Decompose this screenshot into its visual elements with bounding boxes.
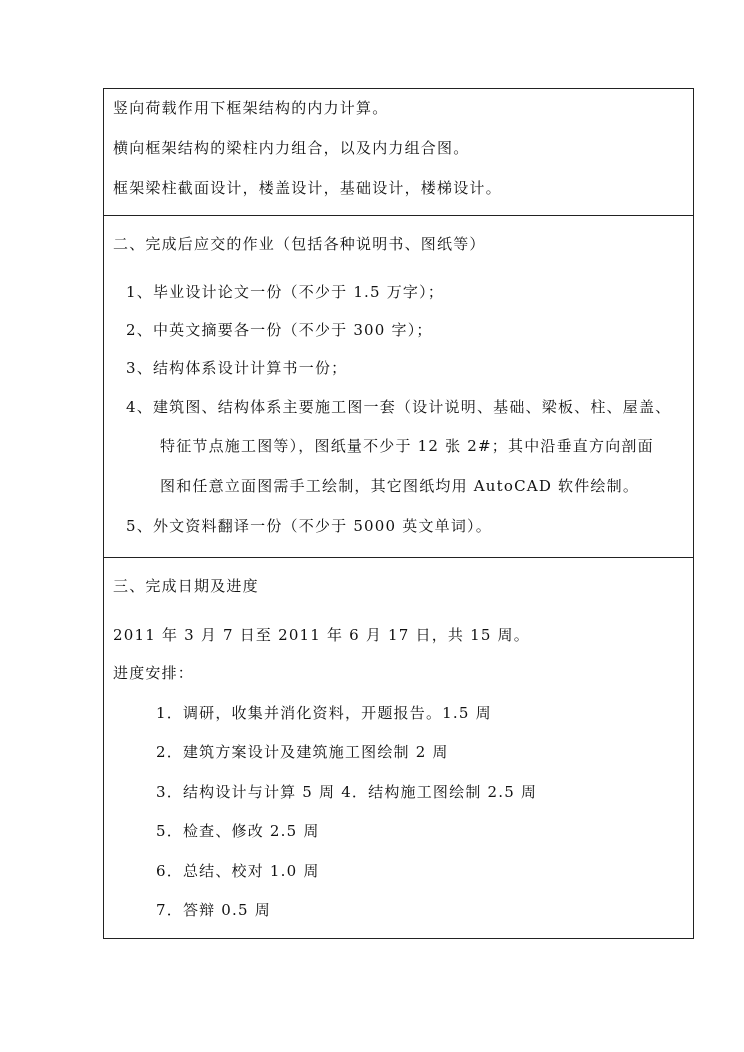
schedule-item: 2．建筑方案设计及建筑施工图绘制 2 周 bbox=[156, 743, 449, 761]
text-line: 框架梁柱截面设计，楼盖设计，基础设计，楼梯设计。 bbox=[113, 179, 502, 197]
list-item: 5、外文资料翻译一份（不少于 5000 英文单词）。 bbox=[126, 517, 492, 535]
document-table bbox=[103, 88, 694, 939]
schedule-item: 1．调研，收集并消化资料，开题报告。1.5 周 bbox=[156, 704, 492, 722]
section-one-cell bbox=[103, 88, 694, 216]
list-item: 2、中英文摘要各一份（不少于 300 字）； bbox=[126, 321, 433, 339]
section-heading: 二、完成后应交的作业（包括各种说明书、图纸等） bbox=[113, 235, 486, 253]
list-item: 3、结构体系设计计算书一份； bbox=[126, 359, 348, 377]
text-line: 横向框架结构的梁柱内力组合，以及内力组合图。 bbox=[113, 139, 470, 157]
schedule-item: 7．答辩 0.5 周 bbox=[156, 901, 271, 919]
schedule-item: 6．总结、校对 1.0 周 bbox=[156, 862, 320, 880]
text-line: 竖向荷载作用下框架结构的内力计算。 bbox=[113, 99, 389, 117]
schedule-item: 3．结构设计与计算 5 周 4．结构施工图绘制 2.5 周 bbox=[156, 783, 538, 801]
list-item-continuation: 特征节点施工图等），图纸量不少于 12 张 2#；其中沿垂直方向剖面 bbox=[160, 437, 654, 455]
section-two-cell bbox=[103, 216, 694, 558]
list-item: 4、建筑图、结构体系主要施工图一套（设计说明、基础、梁板、柱、屋盖、 bbox=[126, 398, 672, 416]
list-item-continuation: 图和任意立面图需手工绘制，其它图纸均用 AutoCAD 软件绘制。 bbox=[160, 477, 640, 495]
section-heading: 三、完成日期及进度 bbox=[113, 577, 259, 595]
list-item: 1、毕业设计论文一份（不少于 1.5 万字）； bbox=[126, 283, 445, 301]
schedule-item: 5．检查、修改 2.5 周 bbox=[156, 822, 320, 840]
schedule-label: 进度安排： bbox=[113, 664, 195, 682]
date-line: 2011 年 3 月 7 日至 2011 年 6 月 17 日，共 15 周。 bbox=[113, 626, 530, 644]
section-three-cell bbox=[103, 558, 694, 939]
